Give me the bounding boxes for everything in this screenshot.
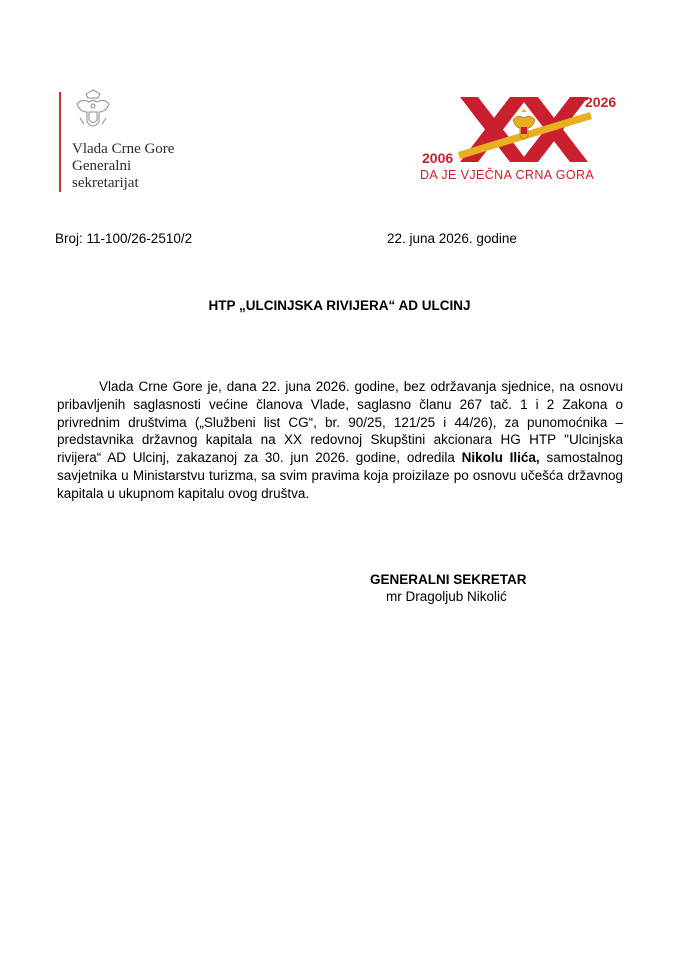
body-text-part-1: Vlada Crne Gore je, dana 22. juna 2026. godine, bez održavanja sjednice, na osnovu pribavljenih saglasnosti većine članova Vlade, saglasno članu 267 tač. 1 i 2 Zakona o privrednim društvima („Službeni list CG“, br. 90/25, 121/25 i 44/26), za punomoćnika – predstavnika državnog kapitala na XX redovnoj Skupštini akcionara HG HTP "Ulcinjska rivijera“ AD Ulcinj, zakazanoj za 30. jun 2026. godine, odredila	[57, 379, 623, 466]
reference-number: Broj: 11-100/26-2510/2	[55, 231, 193, 246]
document-title: HTP „ULCINJSKA RIVIJERA“ AD ULCINJ	[208, 298, 471, 313]
department-line-1: Generalni	[72, 158, 132, 174]
body-text-part-2: samostalnog savjetnika u Ministarstvu turizma, sa svim pravima koja proizilaze po osnovu učešća državnog kapitala u ukupnom kapitalu ovog društva.	[57, 450, 623, 501]
jubilee-motto: DA JE VJEČNA CRNA GORA	[420, 168, 595, 182]
signatory-title: GENERALNI SEKRETAR	[370, 572, 527, 587]
jubilee-year-start: 2006	[422, 150, 454, 166]
department-line-2: sekretarijat	[72, 175, 139, 191]
logo-divider	[59, 92, 61, 192]
government-name: Vlada Crne Gore	[72, 141, 175, 157]
jubilee-year-end: 2026	[585, 94, 617, 110]
signatory-name: mr Dragoljub Nikolić	[386, 589, 507, 604]
coat-of-arms-icon	[72, 88, 114, 134]
document-date: 22. juna 2026. godine	[387, 231, 517, 246]
appointee-name: Nikolu Ilića,	[461, 450, 540, 466]
body-paragraph	[57, 378, 623, 503]
